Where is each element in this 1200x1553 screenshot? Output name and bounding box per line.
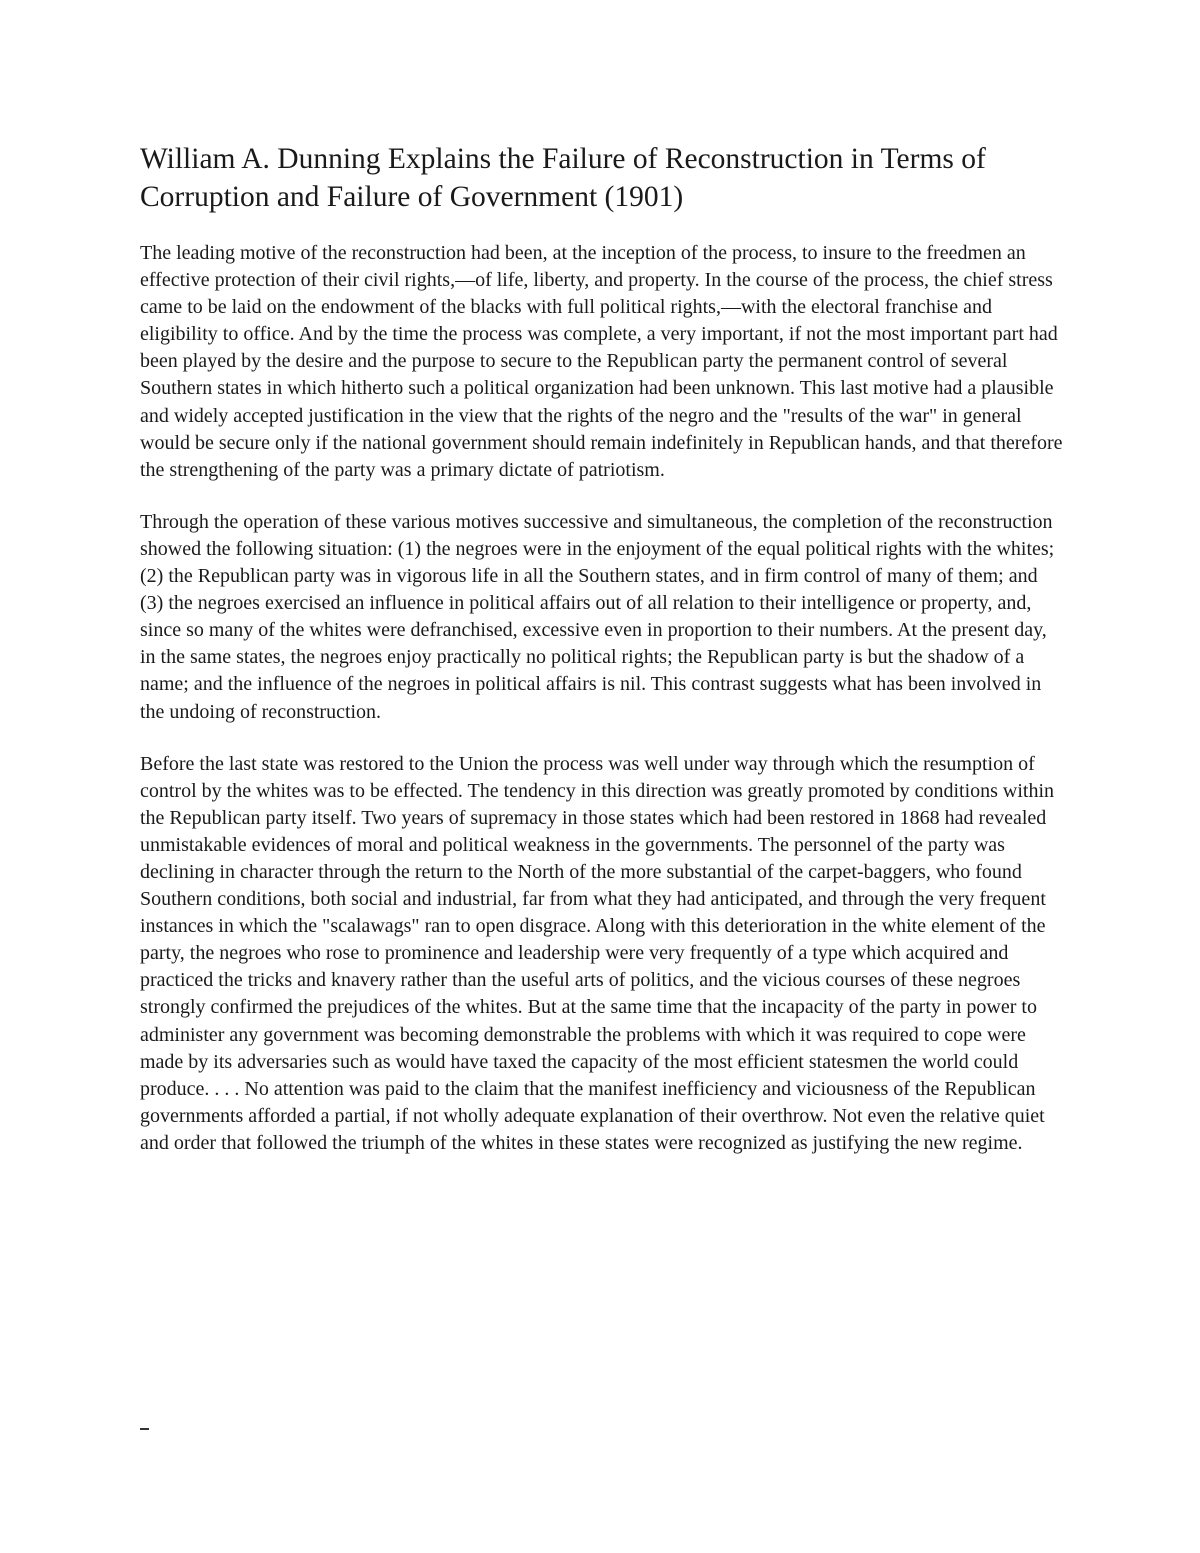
document-body	[140, 140, 1065, 1182]
document-title: William A. Dunning Explains the Failure of Reconstruction in Terms of Corruption and Failure of Government (1901)	[140, 143, 986, 213]
paragraph-1: The leading motive of the reconstruction had been, at the inception of the process, to insure to the freedmen an effective protection of their civil rights,—of life, liberty, and property. In the course of the process, the chief stress came to be laid on the endowment of the blacks with full political rights,—with the electoral franchise and eligibility to office. And by the time the process was complete, a very important, if not the most important part had been played by the desire and the purpose to secure to the Republican party the permanent control of several Southern states in which hitherto such a political organization had been unknown. This last motive had a plausible and widely accepted justification in the view that the rights of the negro and the "results of the war" in general would be secure only if the national government should remain indefinitely in Republican hands, and that therefore the strengthening of the party was a primary dictate of patriotism.	[140, 242, 1063, 481]
paragraph-3: Before the last state was restored to the Union the process was well under way through which the resumption of control by the whites was to be effected. The tendency in this direction was greatly promoted by conditions within the Republican party itself. Two years of supremacy in those states which had been restored in 1868 had revealed unmistakable evidences of moral and political weakness in the governments. The personnel of the party was declining in character through the return to the North of the more substantial of the carpet-baggers, who found Southern conditions, both social and industrial, far from what they had anticipated, and through the very frequent instances in which the "scalawags" ran to open disgrace. Along with this deterioration in the white element of the party, the negroes who rose to prominence and leadership were very frequently of a type which acquired and practiced the tricks and knavery rather than the useful arts of politics, and the vicious courses of these negroes strongly confirmed the prejudices of the whites. But at the same time that the incapacity of the party in power to administer any government was becoming demonstrable the problems with which it was required to cope were made by its adversaries such as would have taxed the capacity of the most efficient statesmen the world could produce. . . . No attention was paid to the claim that the manifest inefficiency and viciousness of the Republican governments afforded a partial, if not wholly adequate explanation of their overthrow. Not even the relative quiet and order that followed the triumph of the whites in these states were recognized as justifying the new regime.	[140, 752, 1055, 1154]
paragraph-2: Through the operation of these various motives successive and simultaneous, the completion of the reconstruction showed the following situation: (1) the negroes were in the enjoyment of the equal political rights with the whites; (2) the Republican party was in vigorous life in all the Southern states, and in firm control of many of them; and (3) the negroes exercised an influence in political affairs out of all relation to their intelligence or property, and, since so many of the whites were defranchised, excessive even in proportion to their numbers. At the present day, in the same states, the negroes enjoy practically no political rights; the Republican party is but the shadow of a name; and the influence of the negroes in political affairs is nil. This contrast suggests what has been involved in the undoing of reconstruction.	[140, 510, 1055, 723]
footnote-separator	[140, 1428, 149, 1430]
